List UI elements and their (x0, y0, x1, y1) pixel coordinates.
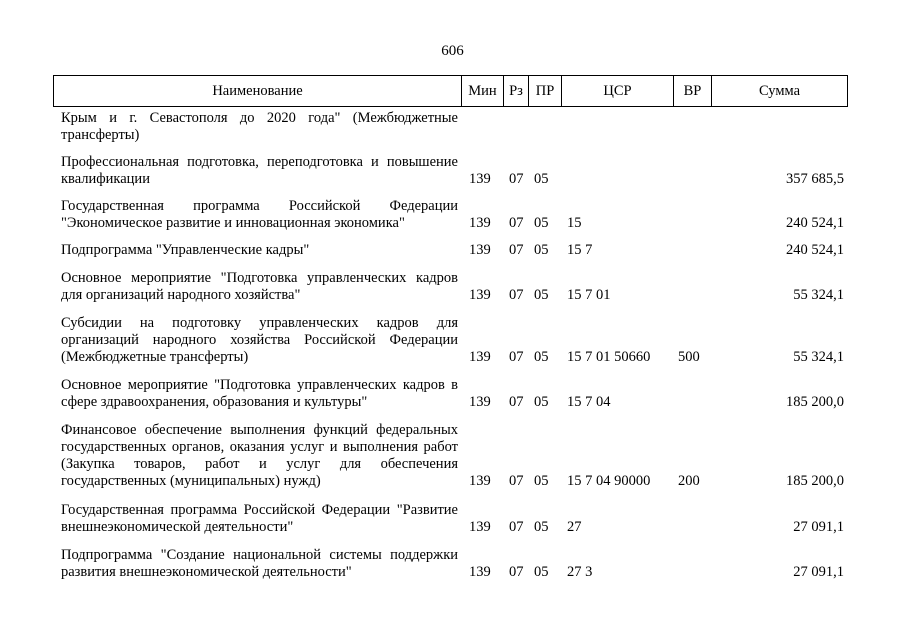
row-rz: 07 (509, 242, 524, 258)
row-csr: 15 7 04 90000 (567, 473, 651, 489)
row-sum: 55 324,1 (793, 349, 844, 365)
row-sum: 240 524,1 (786, 242, 844, 258)
row-min: 139 (469, 519, 491, 535)
header-rz: Рз (503, 76, 528, 106)
row-sum: 27 091,1 (793, 564, 844, 580)
row-pr: 05 (534, 215, 549, 231)
row-name: Профессиональная подготовка, переподготовка и повышение квалификации (61, 154, 458, 187)
row-csr: 15 7 (567, 242, 593, 258)
header-sum: Сумма (711, 76, 847, 106)
row-min: 139 (469, 564, 491, 580)
header-name: Наименование (212, 83, 303, 99)
row-sum: 55 324,1 (793, 287, 844, 303)
row-name: Крым и г. Севастополя до 2020 года" (Межбюджетные трансферты) (61, 110, 458, 143)
row-csr: 15 7 04 (567, 394, 611, 410)
row-pr: 05 (534, 349, 549, 365)
row-min: 139 (469, 287, 491, 303)
row-name: Государственная программа Российской Федерации "Экономическое развитие и инновационная экономика" (61, 198, 458, 231)
row-name: Финансовое обеспечение выполнения функций федеральных государственных органов, оказания услуг и выполнения работ (Закупка товаров, работ и услуг для обеспечения государственных (муниципальных) нужд) (61, 422, 458, 489)
row-min: 139 (469, 171, 491, 187)
row-name: Государственная программа Российской Федерации "Развитие внешнеэкономической деятельности" (61, 502, 458, 535)
row-pr: 05 (534, 287, 549, 303)
row-name: Основное мероприятие "Подготовка управленческих кадров для организаций народного хозяйства" (61, 270, 458, 303)
table-row (0, 377, 905, 411)
table-row (0, 242, 905, 259)
table-row (0, 502, 905, 536)
row-min: 139 (469, 473, 491, 489)
row-name: Подпрограмма "Управленческие кадры" (61, 242, 310, 258)
page-number: 606 (441, 43, 464, 59)
row-pr: 05 (534, 171, 549, 187)
row-csr: 15 7 01 (567, 287, 611, 303)
table-row (0, 270, 905, 304)
row-rz: 07 (509, 394, 524, 410)
row-pr: 05 (534, 394, 549, 410)
row-rz: 07 (509, 287, 524, 303)
row-rz: 07 (509, 519, 524, 535)
row-name: Основное мероприятие "Подготовка управленческих кадров в сфере здравоохранения, образования и культуры" (61, 377, 458, 410)
row-pr: 05 (534, 564, 549, 580)
row-rz: 07 (509, 215, 524, 231)
table-row (0, 315, 905, 366)
row-name: Подпрограмма "Создание национальной системы поддержки развития внешнеэкономической деятельности" (61, 547, 458, 580)
row-pr: 05 (534, 242, 549, 258)
row-sum: 27 091,1 (793, 519, 844, 535)
row-csr: 15 (567, 215, 582, 231)
row-rz: 07 (509, 171, 524, 187)
row-min: 139 (469, 394, 491, 410)
row-sum: 357 685,5 (786, 171, 844, 187)
row-csr: 15 7 01 50660 (567, 349, 651, 365)
header-pr: ПР (528, 76, 561, 106)
row-pr: 05 (534, 519, 549, 535)
header-vr: ВР (673, 76, 711, 106)
table-row (0, 547, 905, 581)
row-sum: 240 524,1 (786, 215, 844, 231)
row-pr: 05 (534, 473, 549, 489)
row-min: 139 (469, 349, 491, 365)
row-min: 139 (469, 242, 491, 258)
row-sum: 185 200,0 (786, 473, 844, 489)
row-rz: 07 (509, 473, 524, 489)
row-vr: 200 (678, 473, 700, 489)
row-csr: 27 (567, 519, 582, 535)
table-row (0, 422, 905, 490)
row-sum: 185 200,0 (786, 394, 844, 410)
table-row (0, 198, 905, 232)
row-vr: 500 (678, 349, 700, 365)
header-csr: ЦСР (561, 76, 673, 106)
row-rz: 07 (509, 564, 524, 580)
row-name: Субсидии на подготовку управленческих кадров для организаций народного хозяйства Российской Федерации (Межбюджетные трансферты) (61, 315, 458, 365)
table-row (0, 110, 905, 144)
row-min: 139 (469, 215, 491, 231)
row-rz: 07 (509, 349, 524, 365)
header-min: Мин (461, 76, 503, 106)
row-csr: 27 3 (567, 564, 593, 580)
table-row (0, 154, 905, 188)
